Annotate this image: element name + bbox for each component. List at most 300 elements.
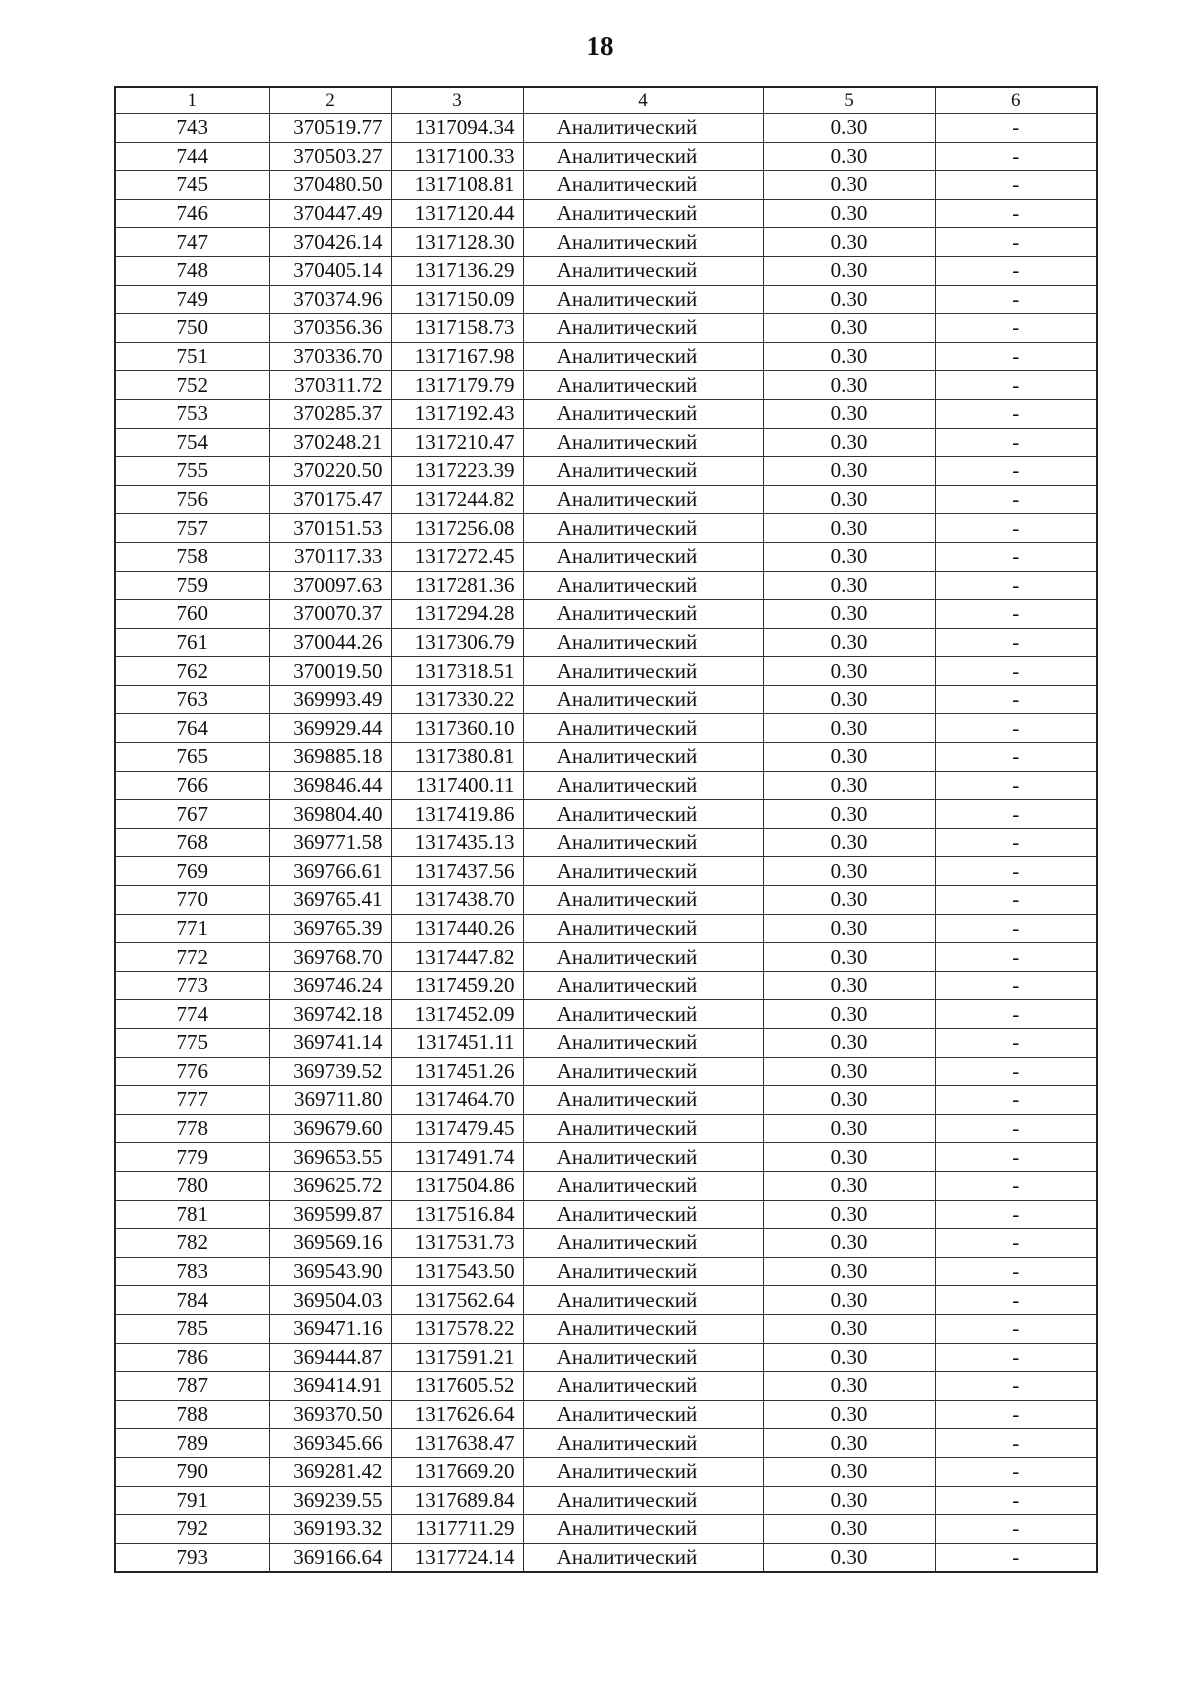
point-number-cell: 751	[115, 342, 269, 371]
note-cell: -	[935, 1229, 1097, 1258]
x-coordinate-cell: 370356.36	[269, 314, 391, 343]
column-header-1: 1	[115, 87, 269, 114]
point-number-cell: 754	[115, 428, 269, 457]
note-cell: -	[935, 1343, 1097, 1372]
method-cell: Аналитический	[523, 1257, 763, 1286]
x-coordinate-cell: 370336.70	[269, 342, 391, 371]
method-cell: Аналитический	[523, 914, 763, 943]
x-coordinate-cell: 369166.64	[269, 1543, 391, 1572]
accuracy-cell: 0.30	[763, 1343, 935, 1372]
x-coordinate-cell: 369804.40	[269, 800, 391, 829]
method-cell: Аналитический	[523, 1543, 763, 1572]
note-cell: -	[935, 1257, 1097, 1286]
note-cell: -	[935, 142, 1097, 171]
y-coordinate-cell: 1317479.45	[391, 1114, 523, 1143]
y-coordinate-cell: 1317543.50	[391, 1257, 523, 1286]
point-number-cell: 770	[115, 886, 269, 915]
y-coordinate-cell: 1317360.10	[391, 714, 523, 743]
accuracy-cell: 0.30	[763, 828, 935, 857]
accuracy-cell: 0.30	[763, 285, 935, 314]
accuracy-cell: 0.30	[763, 142, 935, 171]
method-cell: Аналитический	[523, 371, 763, 400]
method-cell: Аналитический	[523, 485, 763, 514]
table-row	[115, 1029, 1097, 1058]
table-row	[115, 199, 1097, 228]
table-row	[115, 886, 1097, 915]
method-cell: Аналитический	[523, 1286, 763, 1315]
method-cell: Аналитический	[523, 1229, 763, 1258]
point-number-cell: 765	[115, 743, 269, 772]
x-coordinate-cell: 370044.26	[269, 628, 391, 657]
x-coordinate-cell: 369768.70	[269, 943, 391, 972]
y-coordinate-cell: 1317504.86	[391, 1171, 523, 1200]
point-number-cell: 773	[115, 971, 269, 1000]
note-cell: -	[935, 314, 1097, 343]
accuracy-cell: 0.30	[763, 1114, 935, 1143]
accuracy-cell: 0.30	[763, 886, 935, 915]
point-number-cell: 775	[115, 1029, 269, 1058]
point-number-cell: 755	[115, 457, 269, 486]
point-number-cell: 748	[115, 256, 269, 285]
point-number-cell: 764	[115, 714, 269, 743]
point-number-cell: 760	[115, 600, 269, 629]
note-cell: -	[935, 428, 1097, 457]
y-coordinate-cell: 1317451.26	[391, 1057, 523, 1086]
method-cell: Аналитический	[523, 657, 763, 686]
y-coordinate-cell: 1317724.14	[391, 1543, 523, 1572]
table-row	[115, 542, 1097, 571]
x-coordinate-cell: 369766.61	[269, 857, 391, 886]
method-cell: Аналитический	[523, 228, 763, 257]
method-cell: Аналитический	[523, 1515, 763, 1544]
method-cell: Аналитический	[523, 1029, 763, 1058]
method-cell: Аналитический	[523, 828, 763, 857]
accuracy-cell: 0.30	[763, 1515, 935, 1544]
point-number-cell: 792	[115, 1515, 269, 1544]
x-coordinate-cell: 370311.72	[269, 371, 391, 400]
accuracy-cell: 0.30	[763, 1086, 935, 1115]
x-coordinate-cell: 369765.39	[269, 914, 391, 943]
table-row	[115, 628, 1097, 657]
table-row	[115, 371, 1097, 400]
x-coordinate-cell: 370519.77	[269, 114, 391, 143]
x-coordinate-cell: 369929.44	[269, 714, 391, 743]
table-row	[115, 1486, 1097, 1515]
y-coordinate-cell: 1317578.22	[391, 1314, 523, 1343]
point-number-cell: 774	[115, 1000, 269, 1029]
table-row	[115, 828, 1097, 857]
point-number-cell: 750	[115, 314, 269, 343]
point-number-cell: 768	[115, 828, 269, 857]
accuracy-cell: 0.30	[763, 1286, 935, 1315]
note-cell: -	[935, 857, 1097, 886]
note-cell: -	[935, 600, 1097, 629]
x-coordinate-cell: 369504.03	[269, 1286, 391, 1315]
note-cell: -	[935, 1400, 1097, 1429]
accuracy-cell: 0.30	[763, 743, 935, 772]
x-coordinate-cell: 369193.32	[269, 1515, 391, 1544]
table-row	[115, 857, 1097, 886]
table-row	[115, 685, 1097, 714]
method-cell: Аналитический	[523, 743, 763, 772]
note-cell: -	[935, 1143, 1097, 1172]
x-coordinate-cell: 369569.16	[269, 1229, 391, 1258]
method-cell: Аналитический	[523, 114, 763, 143]
x-coordinate-cell: 369653.55	[269, 1143, 391, 1172]
table-row	[115, 1543, 1097, 1572]
accuracy-cell: 0.30	[763, 771, 935, 800]
x-coordinate-cell: 370447.49	[269, 199, 391, 228]
y-coordinate-cell: 1317435.13	[391, 828, 523, 857]
method-cell: Аналитический	[523, 1000, 763, 1029]
method-cell: Аналитический	[523, 1457, 763, 1486]
accuracy-cell: 0.30	[763, 600, 935, 629]
method-cell: Аналитический	[523, 457, 763, 486]
point-number-cell: 778	[115, 1114, 269, 1143]
note-cell: -	[935, 542, 1097, 571]
note-cell: -	[935, 1200, 1097, 1229]
y-coordinate-cell: 1317281.36	[391, 571, 523, 600]
x-coordinate-cell: 369599.87	[269, 1200, 391, 1229]
table-row	[115, 1114, 1097, 1143]
x-coordinate-cell: 369444.87	[269, 1343, 391, 1372]
y-coordinate-cell: 1317179.79	[391, 371, 523, 400]
accuracy-cell: 0.30	[763, 971, 935, 1000]
method-cell: Аналитический	[523, 1086, 763, 1115]
point-number-cell: 788	[115, 1400, 269, 1429]
y-coordinate-cell: 1317136.29	[391, 256, 523, 285]
y-coordinate-cell: 1317459.20	[391, 971, 523, 1000]
note-cell: -	[935, 771, 1097, 800]
column-header-5: 5	[763, 87, 935, 114]
note-cell: -	[935, 571, 1097, 600]
method-cell: Аналитический	[523, 256, 763, 285]
x-coordinate-cell: 369345.66	[269, 1429, 391, 1458]
note-cell: -	[935, 1515, 1097, 1544]
note-cell: -	[935, 1171, 1097, 1200]
y-coordinate-cell: 1317272.45	[391, 542, 523, 571]
point-number-cell: 756	[115, 485, 269, 514]
y-coordinate-cell: 1317437.56	[391, 857, 523, 886]
x-coordinate-cell: 369370.50	[269, 1400, 391, 1429]
table-row	[115, 971, 1097, 1000]
accuracy-cell: 0.30	[763, 342, 935, 371]
y-coordinate-cell: 1317669.20	[391, 1457, 523, 1486]
point-number-cell: 776	[115, 1057, 269, 1086]
x-coordinate-cell: 369739.52	[269, 1057, 391, 1086]
x-coordinate-cell: 370117.33	[269, 542, 391, 571]
point-number-cell: 789	[115, 1429, 269, 1458]
method-cell: Аналитический	[523, 1143, 763, 1172]
table-body	[115, 114, 1097, 1573]
y-coordinate-cell: 1317562.64	[391, 1286, 523, 1315]
table-row	[115, 1200, 1097, 1229]
y-coordinate-cell: 1317167.98	[391, 342, 523, 371]
accuracy-cell: 0.30	[763, 1314, 935, 1343]
note-cell: -	[935, 1372, 1097, 1401]
y-coordinate-cell: 1317120.44	[391, 199, 523, 228]
point-number-cell: 769	[115, 857, 269, 886]
coordinates-table	[114, 86, 1098, 1573]
method-cell: Аналитический	[523, 285, 763, 314]
table-row	[115, 914, 1097, 943]
column-header-3: 3	[391, 87, 523, 114]
accuracy-cell: 0.30	[763, 714, 935, 743]
note-cell: -	[935, 800, 1097, 829]
x-coordinate-cell: 369846.44	[269, 771, 391, 800]
accuracy-cell: 0.30	[763, 1429, 935, 1458]
point-number-cell: 771	[115, 914, 269, 943]
y-coordinate-cell: 1317244.82	[391, 485, 523, 514]
y-coordinate-cell: 1317452.09	[391, 1000, 523, 1029]
table-row	[115, 1143, 1097, 1172]
page-number: 18	[586, 31, 614, 61]
method-cell: Аналитический	[523, 1400, 763, 1429]
accuracy-cell: 0.30	[763, 1257, 935, 1286]
accuracy-cell: 0.30	[763, 685, 935, 714]
accuracy-cell: 0.30	[763, 628, 935, 657]
method-cell: Аналитический	[523, 943, 763, 972]
point-number-cell: 790	[115, 1457, 269, 1486]
x-coordinate-cell: 369771.58	[269, 828, 391, 857]
table-row	[115, 457, 1097, 486]
note-cell: -	[935, 628, 1097, 657]
table-row	[115, 714, 1097, 743]
method-cell: Аналитический	[523, 771, 763, 800]
y-coordinate-cell: 1317100.33	[391, 142, 523, 171]
note-cell: -	[935, 971, 1097, 1000]
point-number-cell: 752	[115, 371, 269, 400]
x-coordinate-cell: 369746.24	[269, 971, 391, 1000]
x-coordinate-cell: 370175.47	[269, 485, 391, 514]
note-cell: -	[935, 514, 1097, 543]
point-number-cell: 767	[115, 800, 269, 829]
point-number-cell: 745	[115, 171, 269, 200]
method-cell: Аналитический	[523, 514, 763, 543]
y-coordinate-cell: 1317438.70	[391, 886, 523, 915]
accuracy-cell: 0.30	[763, 171, 935, 200]
note-cell: -	[935, 256, 1097, 285]
method-cell: Аналитический	[523, 571, 763, 600]
y-coordinate-cell: 1317605.52	[391, 1372, 523, 1401]
accuracy-cell: 0.30	[763, 228, 935, 257]
y-coordinate-cell: 1317256.08	[391, 514, 523, 543]
x-coordinate-cell: 369625.72	[269, 1171, 391, 1200]
accuracy-cell: 0.30	[763, 256, 935, 285]
point-number-cell: 779	[115, 1143, 269, 1172]
note-cell: -	[935, 1286, 1097, 1315]
note-cell: -	[935, 1057, 1097, 1086]
point-number-cell: 786	[115, 1343, 269, 1372]
table-row	[115, 657, 1097, 686]
y-coordinate-cell: 1317638.47	[391, 1429, 523, 1458]
table-row	[115, 1372, 1097, 1401]
y-coordinate-cell: 1317128.30	[391, 228, 523, 257]
point-number-cell: 763	[115, 685, 269, 714]
column-header-2: 2	[269, 87, 391, 114]
method-cell: Аналитический	[523, 714, 763, 743]
y-coordinate-cell: 1317318.51	[391, 657, 523, 686]
x-coordinate-cell: 370220.50	[269, 457, 391, 486]
table-row	[115, 943, 1097, 972]
table-row	[115, 428, 1097, 457]
note-cell: -	[935, 228, 1097, 257]
note-cell: -	[935, 114, 1097, 143]
method-cell: Аналитический	[523, 685, 763, 714]
x-coordinate-cell: 370019.50	[269, 657, 391, 686]
point-number-cell: 762	[115, 657, 269, 686]
table-row	[115, 1314, 1097, 1343]
y-coordinate-cell: 1317294.28	[391, 600, 523, 629]
x-coordinate-cell: 369993.49	[269, 685, 391, 714]
y-coordinate-cell: 1317380.81	[391, 743, 523, 772]
table-row	[115, 1400, 1097, 1429]
method-cell: Аналитический	[523, 600, 763, 629]
point-number-cell: 782	[115, 1229, 269, 1258]
x-coordinate-cell: 369742.18	[269, 1000, 391, 1029]
x-coordinate-cell: 369471.16	[269, 1314, 391, 1343]
table-row	[115, 514, 1097, 543]
accuracy-cell: 0.30	[763, 457, 935, 486]
table-row	[115, 1515, 1097, 1544]
table-row	[115, 256, 1097, 285]
x-coordinate-cell: 370503.27	[269, 142, 391, 171]
accuracy-cell: 0.30	[763, 914, 935, 943]
note-cell: -	[935, 171, 1097, 200]
point-number-cell: 766	[115, 771, 269, 800]
x-coordinate-cell: 370248.21	[269, 428, 391, 457]
x-coordinate-cell: 370426.14	[269, 228, 391, 257]
accuracy-cell: 0.30	[763, 1000, 935, 1029]
note-cell: -	[935, 1000, 1097, 1029]
point-number-cell: 783	[115, 1257, 269, 1286]
x-coordinate-cell: 370285.37	[269, 399, 391, 428]
note-cell: -	[935, 657, 1097, 686]
accuracy-cell: 0.30	[763, 657, 935, 686]
method-cell: Аналитический	[523, 886, 763, 915]
table-row	[115, 399, 1097, 428]
y-coordinate-cell: 1317223.39	[391, 457, 523, 486]
point-number-cell: 746	[115, 199, 269, 228]
y-coordinate-cell: 1317591.21	[391, 1343, 523, 1372]
table-row	[115, 1457, 1097, 1486]
method-cell: Аналитический	[523, 1486, 763, 1515]
x-coordinate-cell: 370480.50	[269, 171, 391, 200]
accuracy-cell: 0.30	[763, 314, 935, 343]
note-cell: -	[935, 685, 1097, 714]
accuracy-cell: 0.30	[763, 199, 935, 228]
x-coordinate-cell: 369281.42	[269, 1457, 391, 1486]
y-coordinate-cell: 1317464.70	[391, 1086, 523, 1115]
point-number-cell: 761	[115, 628, 269, 657]
y-coordinate-cell: 1317192.43	[391, 399, 523, 428]
y-coordinate-cell: 1317210.47	[391, 428, 523, 457]
method-cell: Аналитический	[523, 171, 763, 200]
table-row	[115, 1171, 1097, 1200]
note-cell: -	[935, 1486, 1097, 1515]
y-coordinate-cell: 1317440.26	[391, 914, 523, 943]
point-number-cell: 753	[115, 399, 269, 428]
table-row	[115, 1257, 1097, 1286]
method-cell: Аналитический	[523, 628, 763, 657]
accuracy-cell: 0.30	[763, 800, 935, 829]
method-cell: Аналитический	[523, 399, 763, 428]
accuracy-cell: 0.30	[763, 857, 935, 886]
point-number-cell: 785	[115, 1314, 269, 1343]
column-header-6: 6	[935, 87, 1097, 114]
note-cell: -	[935, 199, 1097, 228]
table-row	[115, 743, 1097, 772]
note-cell: -	[935, 1543, 1097, 1572]
point-number-cell: 787	[115, 1372, 269, 1401]
table-row	[115, 1429, 1097, 1458]
accuracy-cell: 0.30	[763, 114, 935, 143]
point-number-cell: 777	[115, 1086, 269, 1115]
point-number-cell: 749	[115, 285, 269, 314]
y-coordinate-cell: 1317306.79	[391, 628, 523, 657]
accuracy-cell: 0.30	[763, 542, 935, 571]
x-coordinate-cell: 370070.37	[269, 600, 391, 629]
note-cell: -	[935, 371, 1097, 400]
method-cell: Аналитический	[523, 1057, 763, 1086]
note-cell: -	[935, 1029, 1097, 1058]
point-number-cell: 744	[115, 142, 269, 171]
method-cell: Аналитический	[523, 1200, 763, 1229]
note-cell: -	[935, 1086, 1097, 1115]
accuracy-cell: 0.30	[763, 1372, 935, 1401]
y-coordinate-cell: 1317711.29	[391, 1515, 523, 1544]
table-row	[115, 285, 1097, 314]
note-cell: -	[935, 485, 1097, 514]
method-cell: Аналитический	[523, 1372, 763, 1401]
note-cell: -	[935, 1314, 1097, 1343]
point-number-cell: 772	[115, 943, 269, 972]
x-coordinate-cell: 370405.14	[269, 256, 391, 285]
method-cell: Аналитический	[523, 314, 763, 343]
x-coordinate-cell: 369679.60	[269, 1114, 391, 1143]
note-cell: -	[935, 886, 1097, 915]
table-row	[115, 1343, 1097, 1372]
note-cell: -	[935, 457, 1097, 486]
table-row	[115, 228, 1097, 257]
table-row	[115, 114, 1097, 143]
y-coordinate-cell: 1317491.74	[391, 1143, 523, 1172]
point-number-cell: 743	[115, 114, 269, 143]
x-coordinate-cell: 369239.55	[269, 1486, 391, 1515]
point-number-cell: 757	[115, 514, 269, 543]
note-cell: -	[935, 943, 1097, 972]
table-row	[115, 314, 1097, 343]
table-row	[115, 1286, 1097, 1315]
point-number-cell: 781	[115, 1200, 269, 1229]
method-cell: Аналитический	[523, 1343, 763, 1372]
note-cell: -	[935, 1457, 1097, 1486]
table-header-row	[115, 87, 1097, 114]
table-row	[115, 771, 1097, 800]
x-coordinate-cell: 369741.14	[269, 1029, 391, 1058]
accuracy-cell: 0.30	[763, 1057, 935, 1086]
y-coordinate-cell: 1317330.22	[391, 685, 523, 714]
table-row	[115, 1229, 1097, 1258]
note-cell: -	[935, 1114, 1097, 1143]
y-coordinate-cell: 1317531.73	[391, 1229, 523, 1258]
point-number-cell: 780	[115, 1171, 269, 1200]
method-cell: Аналитический	[523, 1429, 763, 1458]
point-number-cell: 758	[115, 542, 269, 571]
point-number-cell: 784	[115, 1286, 269, 1315]
y-coordinate-cell: 1317150.09	[391, 285, 523, 314]
accuracy-cell: 0.30	[763, 1457, 935, 1486]
